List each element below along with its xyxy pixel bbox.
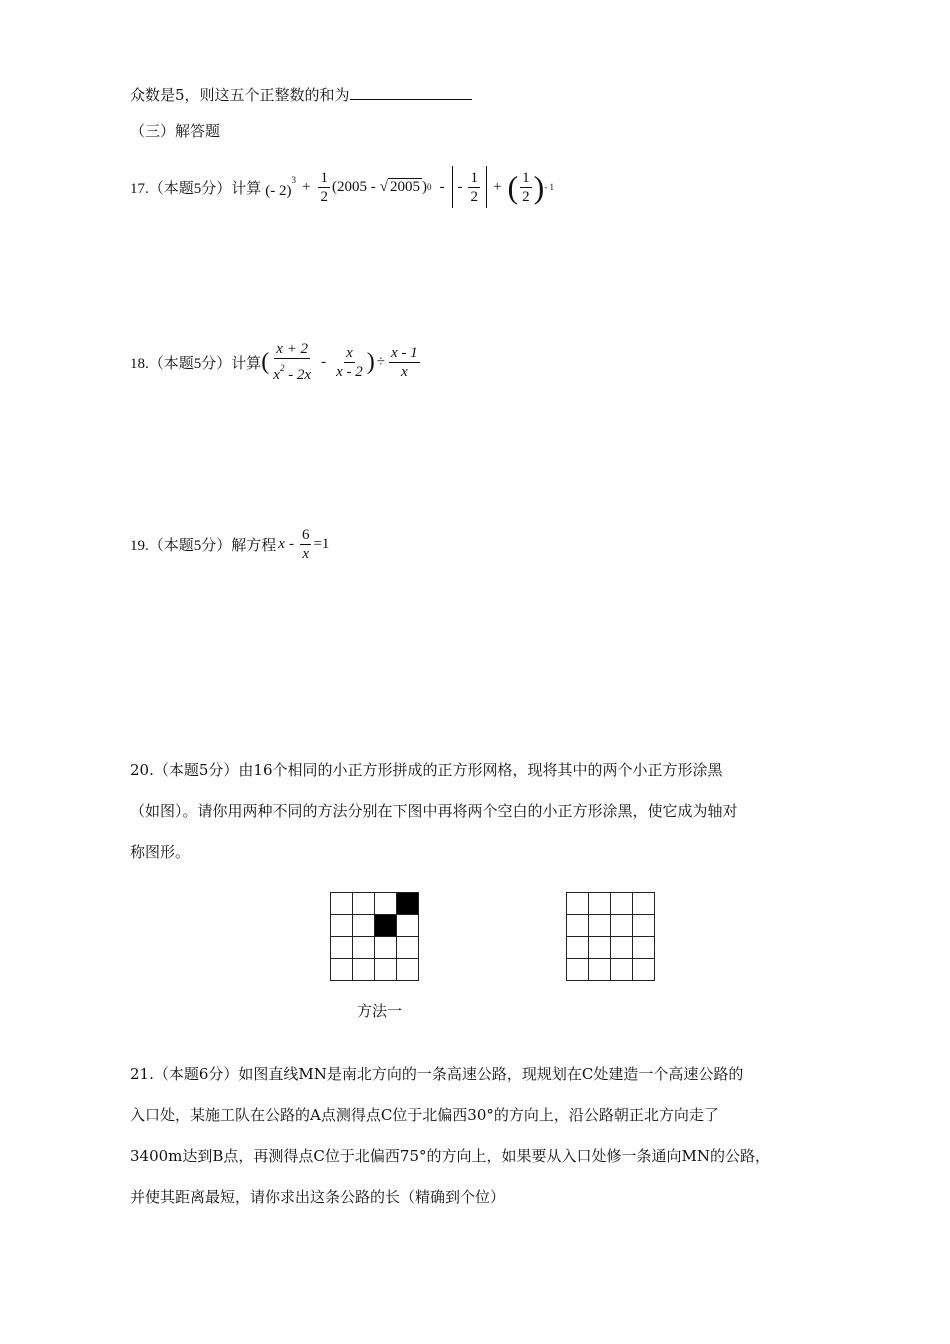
grid-cell[interactable] [353,893,375,915]
q17-neg-one-exp: - 1 [544,182,554,192]
grid-cell[interactable] [375,937,397,959]
grid-cell[interactable] [589,893,611,915]
grid-cell[interactable] [611,959,633,981]
grid-cell[interactable] [375,893,397,915]
q17-plus1: + [302,178,311,195]
q17-term1: (- 2)$^3$ [265,174,297,199]
question-17 [130,166,554,208]
grid-cell[interactable] [353,915,375,937]
grid-cell[interactable] [633,937,655,959]
grid-cell[interactable] [331,915,353,937]
q21-line-2: 入口处，某施工队在公路的A点测得点C位于北偏西30°的方向上，沿公路朝正北方向走了 [130,1106,719,1124]
q19-x: x [278,536,285,552]
question-20 [130,750,830,873]
grid-cell[interactable] [589,959,611,981]
q18-fraction-2: $\frac{x}{x - 2}$ [336,344,363,380]
grid-cell[interactable] [567,959,589,981]
q17-sqrt: √ 2005 [379,178,420,195]
grid-cell[interactable] [589,937,611,959]
grid-method-2[interactable] [566,892,655,981]
section-title: （三）解答题 [130,122,221,140]
q19-fraction: $\frac{6}{x}$ [301,527,310,562]
q17-minus: - [439,178,445,195]
grid-cell[interactable] [633,959,655,981]
q18-right-paren: ) [366,348,375,375]
answer-blank[interactable] [350,85,472,100]
grid-cell[interactable] [397,937,419,959]
q21-line-3: 3400m达到B点，再测得点C位于北偏西75°的方向上，如果要从入口处修一条通向MN的公路， [130,1147,770,1165]
grid-cell[interactable] [589,915,611,937]
q17-plus2: + [492,178,502,195]
q17-left-paren: ( [507,168,519,205]
q18-divide: ÷ [376,353,385,370]
q18-label: 18.（本题5分）计算 [130,355,262,372]
q17-right-paren: ) [533,168,545,205]
q17-absolute-value: - $\frac{1}{2}$ [452,166,487,208]
question-21 [130,1054,850,1218]
grid-cell[interactable] [331,937,353,959]
grid-cell[interactable] [633,893,655,915]
q17-half-fraction: $\frac{1}{2}$ [320,169,328,205]
q17-close-paren: ) [421,178,427,195]
q20-line-3: 称图形。 [130,843,191,861]
q18-fraction-3: $\frac{x - 1}{x}$ [390,344,418,380]
q16-tail-line [130,84,472,105]
grid-cell[interactable] [331,959,353,981]
q19-label: 19.（本题5分）解方程 [130,538,277,554]
q16-tail-text: 众数是5，则这五个正整数的和为 [130,86,350,104]
grid-cell[interactable] [375,959,397,981]
q18-left-paren: ( [261,348,270,375]
q19-equals: =1 [313,536,330,552]
grid-cell[interactable] [567,937,589,959]
grid-method-1[interactable] [330,892,419,981]
grid-cell[interactable] [567,893,589,915]
q17-year: 2005 - [336,178,376,195]
q20-line-1: 20.（本题5分）由16个相同的小正方形拼成的正方形网格，现将其中的两个小正方形涂黑 [130,761,723,779]
grid-cell[interactable] [397,959,419,981]
grid-cell[interactable] [567,915,589,937]
caption-method-1: 方法一 [357,1002,403,1020]
q18-fraction-1: $\frac{x + 2}{x^2 - 2x}$ [273,341,312,383]
grid-cell[interactable] [397,893,419,915]
grid-cell[interactable] [611,937,633,959]
q20-line-2: （如图）。请你用两种不同的方法分别在下图中再将两个空白的小正方形涂黑，使它成为轴对 [130,802,738,820]
q19-minus: - [288,536,294,552]
q17-label: 17.（本题5分）计算 [130,180,262,197]
grid-cell[interactable] [375,915,397,937]
q21-line-4: 并使其距离最短，请你求出这条公路的长（精确到个位） [130,1188,506,1206]
grid-cell[interactable] [353,959,375,981]
q17-reciprocal-fraction: $\frac{1}{2}$ [522,169,530,205]
grid-cell[interactable] [397,915,419,937]
q17-zero-exp: 0 [426,182,432,192]
question-18 [130,340,422,384]
q17-open-paren: ( [331,178,337,195]
grid-cell[interactable] [611,893,633,915]
grid-cell[interactable] [611,915,633,937]
grid-cell[interactable] [331,893,353,915]
question-19 [130,526,329,563]
q18-minus: - [321,353,327,370]
grid-cell[interactable] [633,915,655,937]
q21-line-1: 21.（本题6分）如图直线MN是南北方向的一条高速公路，现规划在C处建造一个高速公路的 [130,1065,744,1083]
grid-cell[interactable] [353,937,375,959]
